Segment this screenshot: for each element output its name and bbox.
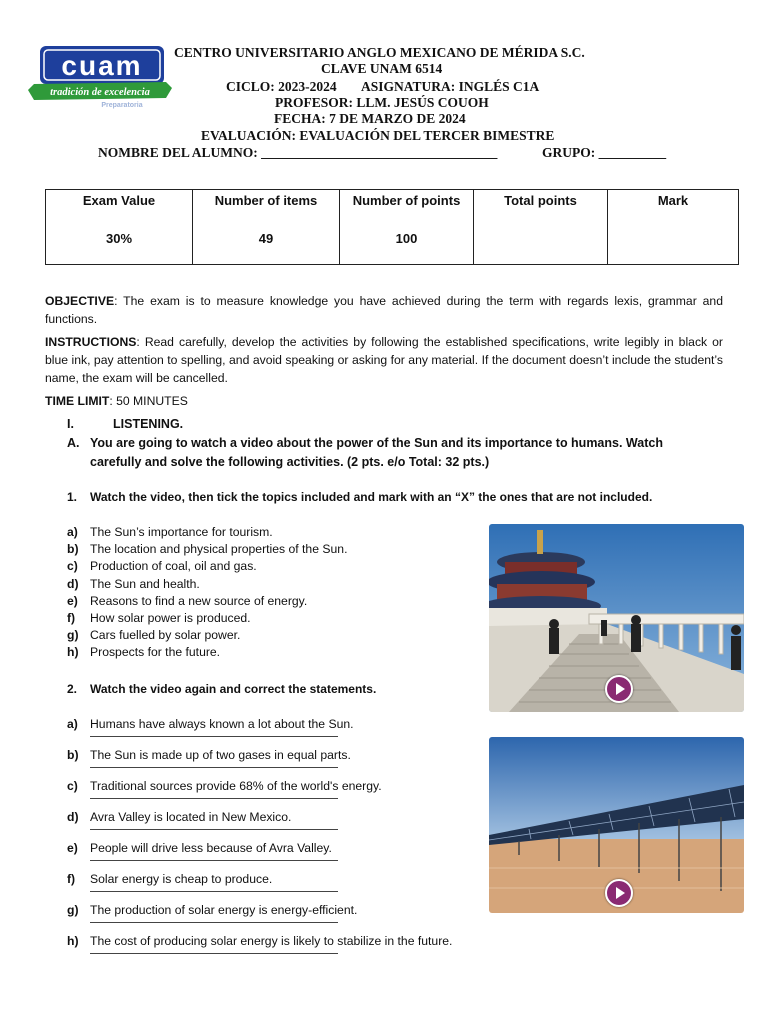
time-limit-text: : 50 MINUTES (109, 394, 188, 408)
list-item[interactable]: d) The Sun and health. (67, 576, 200, 591)
statement-item[interactable]: d) Avra Valley is located in New Mexico. (67, 809, 291, 825)
list-item[interactable]: h) Prospects for the future. (67, 645, 221, 660)
fecha-line: FECHA: 7 DE MARZO DE 2024 (274, 111, 466, 126)
points-cell (340, 190, 474, 265)
list-item[interactable]: c) Production of coal, oil and gas. (67, 559, 257, 574)
svg-text:Preparatoria: Preparatoria (101, 102, 143, 109)
answer-line[interactable] (90, 767, 338, 768)
list-item[interactable]: b) The location and physical properties of the Sun. (67, 542, 348, 557)
objective-label: OBJECTIVE (45, 294, 115, 308)
exam-value-cell (46, 190, 193, 265)
statement-item[interactable]: f) Solar energy is cheap to produce. (67, 871, 272, 887)
list-item[interactable]: e) Reasons to find a new source of energy. (67, 593, 308, 608)
section-title: LISTENING. (113, 417, 184, 431)
table-header: Mark (657, 193, 689, 208)
answer-line[interactable] (90, 891, 338, 892)
score-table (45, 189, 739, 265)
table-value: 30% (105, 231, 133, 246)
task2-number: 2. (67, 682, 78, 696)
answer-line[interactable] (90, 829, 338, 830)
instructions-text: : Read carefully, develop the activities by following the established specifications, write legibly in black or blue ink, pay attention to spelling, and avoid speaking or asking for any material. If the document doesn’t include the student’s name, the exam will be cancelled. (45, 335, 723, 385)
student-name-field[interactable]: NOMBRE DEL ALUMNO: ___________________________________ (98, 145, 498, 160)
table-header: Number of items (214, 193, 318, 208)
clave-line: CLAVE UNAM 6514 (321, 61, 443, 76)
svg-text:cuam: cuam (61, 50, 143, 81)
statement-item[interactable]: b) The Sun is made up of two gases in equal parts. (67, 747, 351, 763)
answer-line[interactable] (90, 953, 338, 954)
answer-line[interactable] (90, 922, 338, 923)
time-limit-label: TIME LIMIT (45, 394, 110, 408)
video-thumbnail-solar[interactable] (489, 737, 744, 913)
statement-item[interactable]: a) Humans have always known a lot about the Sun. (67, 716, 354, 732)
statement-item[interactable]: g) The production of solar energy is energy-efficient. (67, 902, 357, 918)
asignatura-line: ASIGNATURA: INGLÉS C1A (361, 79, 540, 94)
part-instruction-line2: carefully and solve the following activities. (2 pts. e/o Total: 32 pts.) (90, 455, 490, 469)
table-header: Total points (504, 193, 577, 208)
part-letter: A. (67, 436, 80, 450)
statement-item[interactable]: c) Traditional sources provide 68% of the world's energy. (67, 778, 382, 794)
mark-cell[interactable] (608, 190, 739, 265)
school-name: CENTRO UNIVERSITARIO ANGLO MEXICANO DE MÉRIDA S.C. (174, 45, 585, 60)
statement-item[interactable]: h) The cost of producing solar energy is likely to stabilize in the future. (67, 933, 452, 949)
part-instruction-line1: You are going to watch a video about the power of the Sun and its importance to humans. Watch (90, 436, 663, 450)
table-header: Exam Value (82, 193, 156, 208)
objective-paragraph (45, 292, 723, 328)
svg-text:tradición de excelencia: tradición de excelencia (50, 87, 150, 98)
table-value: 100 (395, 231, 418, 246)
statement-item[interactable]: e) People will drive less because of Avra Valley. (67, 840, 332, 856)
answer-line[interactable] (90, 860, 338, 861)
list-item[interactable]: f) How solar power is produced. (67, 610, 251, 625)
section-number: I. (67, 417, 74, 431)
objective-text: : The exam is to measure knowledge you have achieved during the term with regards lexis, grammar and functions. (45, 294, 723, 326)
list-item[interactable]: g) Cars fuelled by solar power. (67, 628, 241, 643)
group-field[interactable]: GRUPO: __________ (542, 145, 667, 160)
table-value: 49 (258, 231, 274, 246)
items-cell (193, 190, 340, 265)
task1-list (67, 524, 347, 662)
total-points-cell[interactable] (474, 190, 608, 265)
profesor-line: PROFESOR: LLM. JESÚS COUOH (275, 95, 489, 110)
instructions-label: INSTRUCTIONS (45, 335, 137, 349)
task1-instruction: Watch the video, then tick the topics included and mark with an “X” the ones that are not included. (90, 490, 653, 504)
answer-line[interactable] (90, 736, 338, 737)
answer-line[interactable] (90, 798, 338, 799)
table-header: Number of points (352, 193, 461, 208)
school-logo (26, 42, 174, 110)
task1-number: 1. (67, 490, 78, 504)
instructions-paragraph (45, 333, 723, 387)
ciclo-line: CICLO: 2023-2024 (226, 79, 337, 94)
play-icon[interactable] (605, 879, 633, 907)
play-icon[interactable] (605, 675, 633, 703)
list-item[interactable]: a) The Sun’s importance for tourism. (67, 525, 273, 539)
video-thumbnail-temple[interactable] (489, 524, 744, 712)
evaluacion-line: EVALUACIÓN: EVALUACIÓN DEL TERCER BIMESTRE (201, 128, 555, 143)
time-limit (45, 392, 723, 410)
task2-instruction: Watch the video again and correct the statements. (90, 682, 377, 696)
